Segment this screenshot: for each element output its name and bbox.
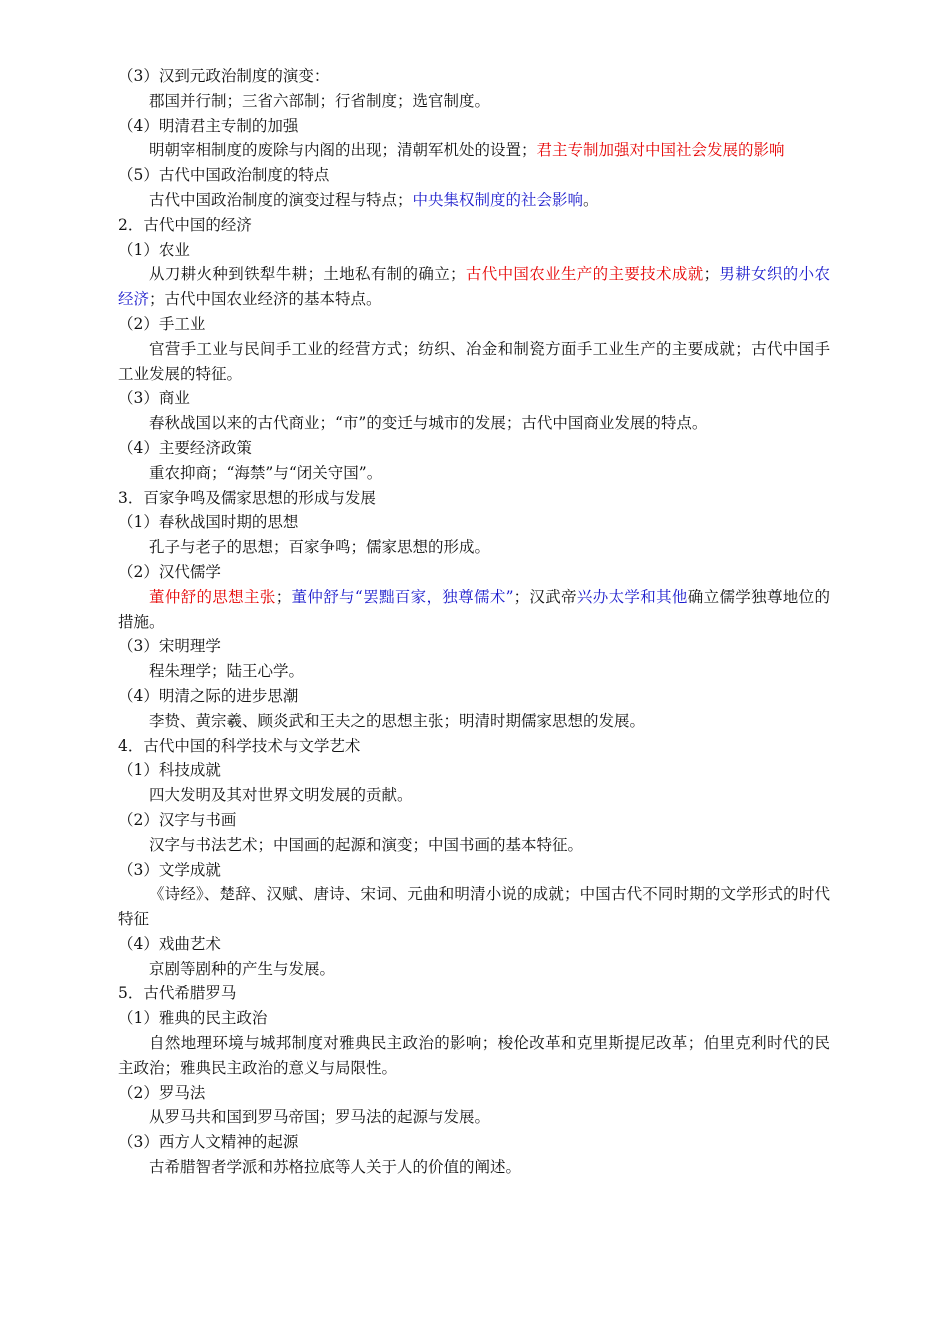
subsection-heading [118,238,830,263]
body-paragraph [118,461,830,486]
section-heading [118,734,830,759]
body-paragraph [118,783,830,808]
text-run: 从刀耕火种到铁犁牛耕；土地私有制的确立； [149,265,466,284]
text-run: 官营手工业与民间手工业的经营方式；纺织、冶金和制瓷方面手工业生产的主要成就；古代中国手工业发展的特征。 [118,339,830,383]
text-run: ； [275,587,292,606]
text-run: （2）汉代儒学 [118,562,221,581]
text-run: 春秋战国以来的古代商业；“市”的变迁与城市的发展；古代中国商业发展的特点。 [149,414,708,433]
subsection-heading [118,560,830,585]
text-run: （1）科技成就 [118,761,221,780]
text-run: （3）商业 [118,389,190,408]
highlight-red-text: 君主专制加强对中国社会发展的影响 [536,141,785,160]
text-run: 2．古代中国的经济 [118,215,252,234]
text-run: （4）主要经济政策 [118,438,252,457]
text-run: 《诗经》、楚辞、汉赋、唐诗、宋词、元曲和明清小说的成就；中国古代不同时期的文学形式的时代特征 [118,885,830,929]
subsection-heading [118,634,830,659]
subsection-heading [118,163,830,188]
subsection-heading [118,1006,830,1031]
body-paragraph [118,833,830,858]
highlight-blue-text: 董仲舒与“罢黜百家，独尊儒术” [291,587,514,606]
text-run: 确立儒学独尊地位的措施。 [118,587,830,631]
body-paragraph [118,535,830,560]
text-run: 古代中国政治制度的演变过程与特点； [149,190,413,209]
body-paragraph [118,411,830,436]
body-paragraph [118,585,830,635]
body-paragraph [118,337,830,387]
text-run: （1）雅典的民主政治 [118,1009,268,1028]
subsection-heading [118,312,830,337]
subsection-heading [118,932,830,957]
section-heading [118,213,830,238]
text-run: 古希腊智者学派和苏格拉底等人关于人的价值的阐述。 [149,1158,522,1177]
subsection-heading [118,114,830,139]
body-paragraph [118,709,830,734]
body-paragraph [118,1031,830,1081]
text-run: （1）农业 [118,240,190,259]
text-run: （3）汉到元政治制度的演变： [118,67,330,85]
text-run: （2）汉字与书画 [118,810,237,829]
subsection-heading [118,858,830,883]
subsection-heading [118,510,830,535]
subsection-heading [118,684,830,709]
body-paragraph [118,1105,830,1130]
body-paragraph [118,957,830,982]
text-run: （3）西方人文精神的起源 [118,1133,299,1152]
text-run: 郡国并行制；三省六部制；行省制度；选官制度。 [149,91,491,110]
text-run: 5．古代希腊罗马 [118,984,237,1003]
body-paragraph [118,659,830,684]
text-run: ；古代中国农业经济的基本特点。 [149,290,382,309]
text-run: 重农抑商；“海禁”与“闭关守国”。 [149,463,383,482]
text-run: 李贽、黄宗羲、顾炎武和王夫之的思想主张；明清时期儒家思想的发展。 [149,711,646,730]
text-run: 自然地理环境与城邦制度对雅典民主政治的影响；梭伦改革和克里斯提尼改革；伯里克利时代的民主政治；雅典民主政治的意义与局限性。 [118,1034,830,1077]
text-run: （5）古代中国政治制度的特点 [118,166,330,185]
highlight-red-text: 古代中国农业生产的主要技术成就 [465,265,704,284]
text-run: ；汉武帝 [513,587,577,606]
section-heading [118,981,830,1006]
section-heading [118,486,830,511]
body-paragraph [118,1155,830,1180]
subsection-heading [118,758,830,783]
highlight-blue-text: 中央集权制度的社会影响 [412,190,584,209]
text-run: 京剧等剧种的产生与发展。 [149,959,336,978]
text-run: 四大发明及其对世界文明发展的贡献。 [149,786,413,805]
subsection-heading [118,1130,830,1155]
text-run: （2）手工业 [118,314,206,333]
subsection-heading [118,64,830,89]
body-paragraph [118,89,830,114]
text-run: 汉字与书法艺术；中国画的起源和演变；中国书画的基本特征。 [149,835,584,854]
subsection-heading [118,1081,830,1106]
text-run: （4）明清之际的进步思潮 [118,686,299,705]
highlight-red-text: 董仲舒的思想主张 [149,587,276,606]
text-run: （4）戏曲艺术 [118,934,221,953]
text-run: 明朝宰相制度的废除与内阁的出现；清朝军机处的设置； [149,141,537,160]
body-paragraph [118,882,830,932]
body-paragraph [118,262,830,312]
text-run: 孔子与老子的思想；百家争鸣；儒家思想的形成。 [149,538,491,557]
subsection-heading [118,386,830,411]
document-page [118,64,830,1180]
text-run: 从罗马共和国到罗马帝国；罗马法的起源与发展。 [149,1108,491,1127]
text-run: （3）宋明理学 [118,637,221,656]
highlight-blue-text: 男耕女织的小农经济 [118,265,830,309]
text-run: （1）春秋战国时期的思想 [118,513,299,532]
text-run: （2）罗马法 [118,1083,206,1102]
text-run: 4．古代中国的科学技术与文学艺术 [118,736,361,755]
text-run: 程朱理学；陆王心学。 [149,662,305,681]
subsection-heading [118,808,830,833]
body-paragraph [118,138,830,163]
subsection-heading [118,436,830,461]
text-run: ； [703,265,720,284]
body-paragraph [118,188,830,213]
text-run: 。 [583,190,599,209]
text-run: （3）文学成就 [118,860,221,879]
highlight-blue-text: 兴办太学和其他 [576,587,688,606]
text-run: 3．百家争鸣及儒家思想的形成与发展 [118,488,376,507]
text-run: （4）明清君主专制的加强 [118,116,299,135]
